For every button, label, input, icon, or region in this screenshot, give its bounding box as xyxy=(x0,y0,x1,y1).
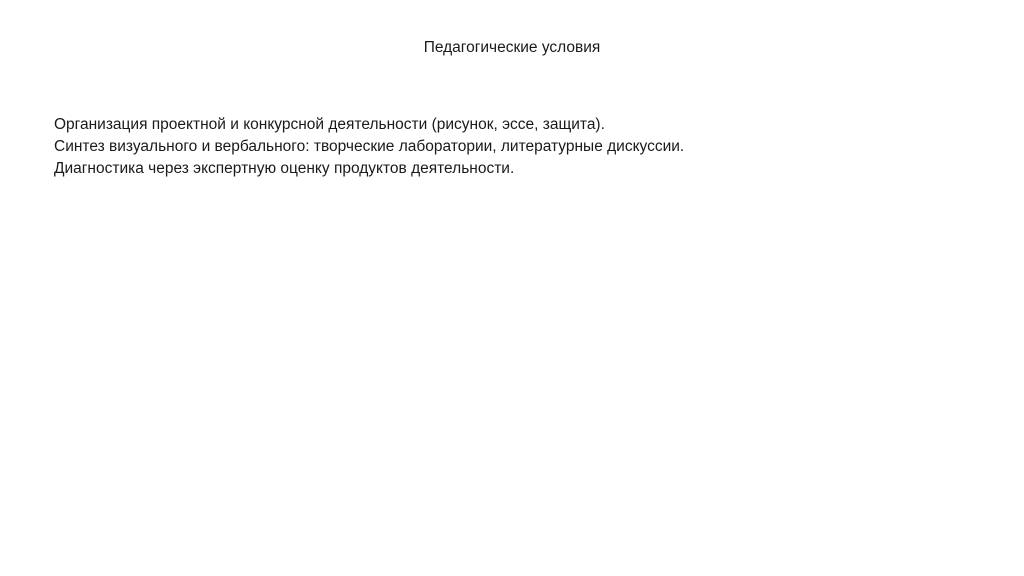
slide-body xyxy=(54,114,974,180)
body-line-organization: Организация проектной и конкурсной деятельности (рисунок, эссе, защита). xyxy=(54,116,605,133)
slide-title: Педагогические условия xyxy=(423,39,601,56)
body-line-diagnostics: Диагностика через экспертную оценку продуктов деятельности. xyxy=(54,160,515,177)
body-line-synthesis: Синтез визуального и вербального: творческие лаборатории, литературные дискуссии. xyxy=(54,138,685,155)
